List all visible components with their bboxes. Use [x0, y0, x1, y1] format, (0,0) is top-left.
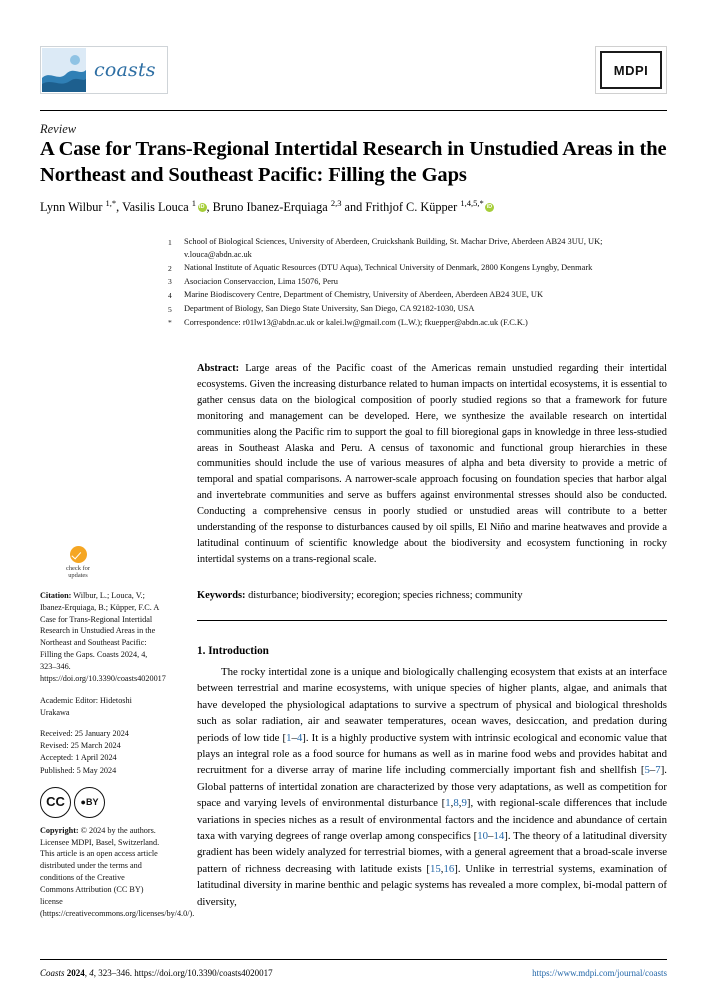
affiliation-text: School of Biological Sciences, University of Aberdeen, Cruickshank Building, St. Machar Drive, Aberdeen AB24 3UU, UK; v.louca@abdn.ac.uk	[184, 237, 603, 259]
affiliation-text: Asociacion Conservaccion, Lima 15076, Peru	[184, 276, 338, 286]
footer-journal-url[interactable]: https://www.mdpi.com/journal/coasts	[532, 968, 667, 978]
affiliation-text: Marine Biodiscovery Centre, Department of Chemistry, University of Aberdeen, Aberdeen AB24 3UE, UK	[184, 290, 544, 300]
page-title: A Case for Trans-Regional Intertidal Research in Unstudied Areas in the Northeast and Southeast Pacific: Filling the Gaps	[40, 138, 667, 187]
citation-block	[40, 590, 166, 685]
license-badges[interactable]	[40, 787, 160, 818]
abstract-divider	[197, 620, 667, 621]
footer-citation: Coasts 2024, 4, 323–346. https://doi.org/10.3390/coasts4020017	[40, 968, 273, 978]
affiliation-number: 1	[168, 237, 172, 247]
affiliation-list	[168, 236, 667, 330]
copyright-block	[40, 825, 195, 920]
copyright-label: Copyright:	[40, 825, 79, 835]
copyright-text: © 2024 by the authors. Licensee MDPI, Basel, Switzerland. This article is an open access article distributed under the terms and conditions of the Creative Commons Attribution (CC BY) license (https://creativecommons.org/licenses/by/4.0/).	[40, 825, 195, 918]
correspondence-text: Correspondence: r01lw13@abdn.ac.uk or kalei.lw@gmail.com (L.W.); fkuepper@abdn.ac.uk (F.C.K.)	[184, 317, 528, 327]
crossmark-badge[interactable]	[50, 546, 106, 580]
author-list: Lynn Wilbur $^{1,*}$, Vasilis Louca $^1$ iD , Bruno Ibanez-Erquiaga $^{2,3}$ and Frithjof C. Küpper $^{1,4,5,*}$iD	[40, 198, 667, 216]
correspondence-item	[168, 317, 667, 330]
date-accepted: Accepted: 1 April 2024	[40, 753, 117, 763]
publisher-logo	[595, 46, 667, 94]
affiliation-item	[168, 262, 667, 275]
header-divider	[40, 110, 667, 111]
affiliation-item	[168, 276, 667, 289]
crossmark-line2: updates	[68, 572, 88, 580]
check-mark-icon	[70, 546, 87, 563]
keywords-text: disturbance; biodiversity; ecoregion; species richness; community	[248, 590, 523, 601]
journal-logo	[40, 46, 168, 94]
date-published: Published: 5 May 2024	[40, 765, 117, 775]
keywords-label: Keywords:	[197, 590, 246, 601]
affiliation-number: 3	[168, 277, 172, 287]
abstract-label: Abstract:	[197, 363, 240, 374]
affiliation-item	[168, 236, 667, 261]
footer-divider	[40, 959, 667, 960]
date-received: Received: 25 January 2024	[40, 728, 129, 738]
article-metadata-sidebar	[40, 546, 195, 920]
affiliation-text: Department of Biology, San Diego State University, San Diego, CA 92182-1030, USA	[184, 304, 475, 314]
by-icon: ● BY	[74, 787, 105, 818]
citation-text: Wilbur, L.; Louca, V.; Ibanez-Erquiaga, B.; Küpper, F.C. A Case for Trans-Regional Intertidal Research in Unstudied Areas in the Northeast and Southeast Pacific: Filling the Gaps. Coasts 2024, 4, 323–346. https://doi.org/10.3390/coasts4020017	[40, 590, 166, 683]
citation-label: Citation:	[40, 590, 72, 600]
journal-title: coasts	[94, 59, 156, 81]
section-paragraph: The rocky intertidal zone is a unique and biologically challenging ecosystem that exists at an interface between terrestrial and marine ecosystems, with unique species of higher plants, algae, and animals that have developed the physiological adaptations to survive a spectrum of physical and biological thresholds such as solar radiation, air and seawater temperatures, ocean waves, desiccation, and predation during periods of low tide [1–4]. It is a highly productive system with intrinsic ecological and economic value that plays an integral role as a food source for humans as well as in marine food webs and provides habitat and recruitment for a diverse array of marine life including commercially important fish and shellfish [5–7]. Global patterns of intertidal zonation are characterized by those very adaptations, as well as competition for space and varying levels of environmental disturbance [1,8,9], with regional-scale differences that include variations in species niches as a result of environmental factors and the incidence and abundance of certain taxa with varying degrees of range overlap among conspecifics [10–14]. The theory of a latitudinal diversity gradient has been widely analyzed for terrestrial biomes, with a general agreement that a broad-scale inverse pattern of richness decreasing with latitude exists [15,16]. Unlike in terrestrial systems, examination of latitudinal diversity in marine benthic and pelagic systems has revealed a more complex, bi-modal pattern of diversity,	[197, 666, 668, 908]
affiliation-text: National Institute of Aquatic Resources (DTU Aqua), Technical University of Denmark, 2800 Kongens Lyngby, Denmark	[184, 263, 593, 273]
coast-wave-icon	[42, 48, 86, 92]
correspondence-marker: *	[168, 318, 172, 328]
publication-dates	[40, 728, 160, 777]
cc-icon: CC	[40, 787, 71, 818]
affiliation-number: 5	[168, 304, 172, 314]
affiliation-number: 2	[168, 263, 172, 273]
affiliation-item	[168, 303, 667, 316]
affiliation-number: 4	[168, 290, 172, 300]
affiliation-item	[168, 289, 667, 302]
article-type: Review	[40, 122, 77, 136]
abstract-text: Large areas of the Pacific coast of the Americas remain unstudied regarding their intertidal ecosystems. Given the increasing disturbance related to human impacts on intertidal ecosystems, it is essential to gather census data on the biological composition of poorly studied regions so that a framework for future monitoring and management can be developed. Here, we synthesize the available research on intertidal communities along the Pacific rim to support the goal to fill bioregional gaps in knowledge in three less-studied areas in Southeast Alaska and Peru. A census of taxonomic and functional group hierarchies in these communities should include the use of various measures of alpha and beta diversity to provide a metric of temporal and spatial comparisons. A narrower-scale approach focusing on foundation species that harbor algal and invertebrate communities and serve as buffers against environmental stresses should also be conducted. Conducting a comprehensive census in poorly studied or unstudied areas will contribute to a better understanding of the response to disturbances caused by oil spills, El Niño and marine heatwaves and provide a latitudinal continuum of scientific knowledge about the biodiversity and ecosystem functioning in rocky intertidal systems on a trans-regional scale.	[197, 363, 667, 565]
date-revised: Revised: 25 March 2024	[40, 741, 121, 751]
keywords-block	[197, 588, 667, 604]
academic-editor: Academic Editor: Hidetoshi Urakawa	[40, 695, 132, 717]
crossmark-line1: check for	[66, 565, 90, 572]
publisher-logo-label: MDPI	[600, 51, 662, 89]
page-header	[40, 46, 667, 98]
abstract-block	[197, 361, 667, 568]
section-heading: 1. Introduction	[197, 645, 269, 657]
